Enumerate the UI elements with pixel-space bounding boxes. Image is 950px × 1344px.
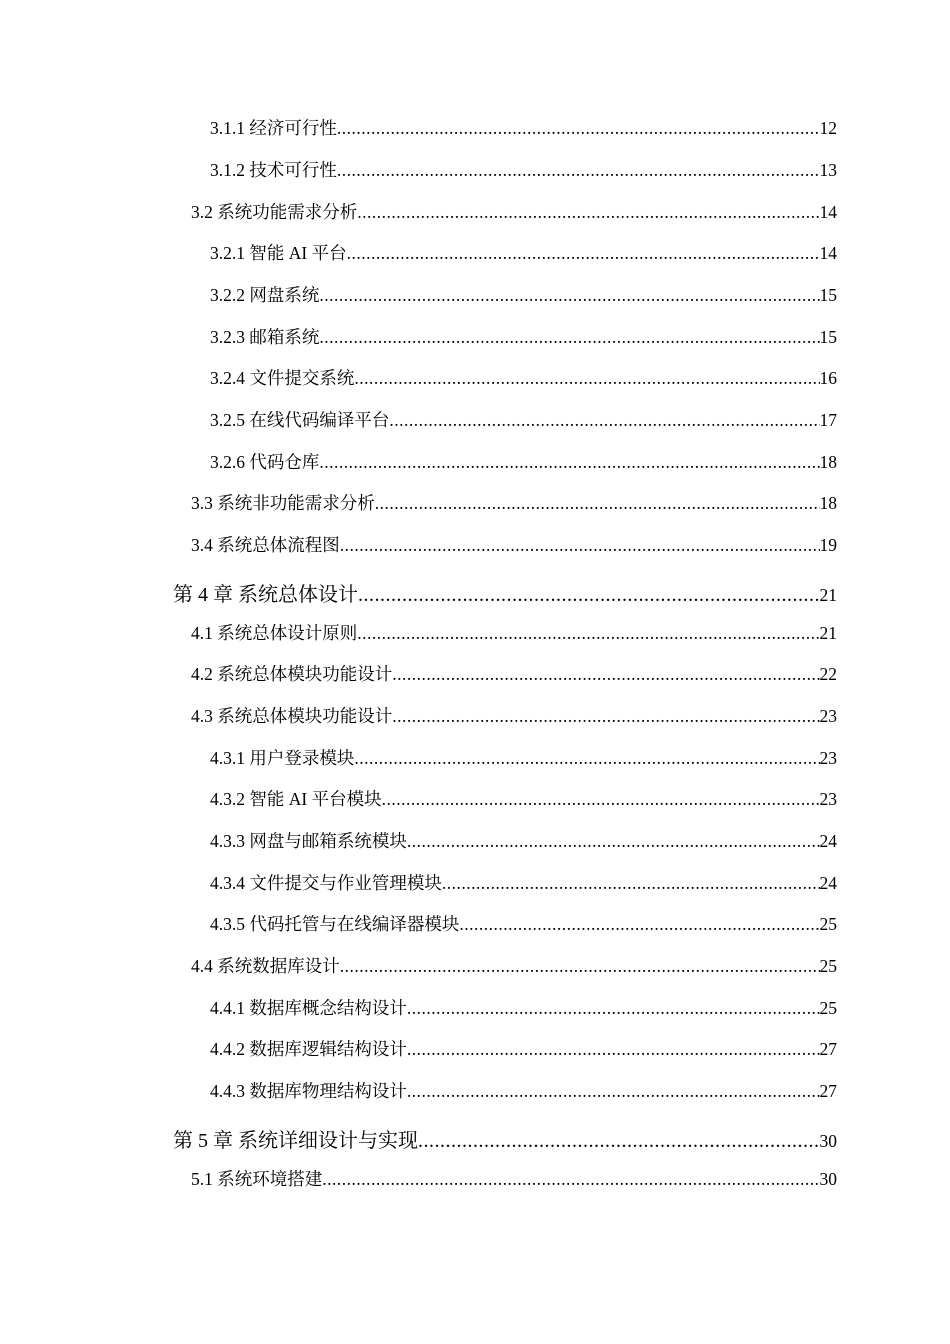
toc-page-number: 14 xyxy=(819,202,837,222)
toc-entry-4-3-2[interactable] xyxy=(210,787,837,811)
toc-entry-title: 3.1.1 经济可行性 xyxy=(210,118,337,138)
toc-entry-4-3-4[interactable] xyxy=(210,871,837,895)
toc-entry-4-4-2[interactable] xyxy=(210,1037,837,1061)
toc-entry-chapter-4[interactable] xyxy=(173,583,837,607)
toc-leader-dots xyxy=(459,912,819,936)
toc-entry-title: 3.1.2 技术可行性 xyxy=(210,160,337,180)
toc-entry-title: 3.2.3 邮箱系统 xyxy=(210,327,320,347)
toc-entry-3-2-5[interactable] xyxy=(210,408,837,432)
toc-entry-title: 3.2.6 代码仓库 xyxy=(210,452,320,472)
toc-entry-title: 4.4.3 数据库物理结构设计 xyxy=(210,1081,407,1101)
toc-leader-dots xyxy=(407,996,820,1020)
toc-page-number: 18 xyxy=(819,493,837,513)
toc-entry-4-4[interactable] xyxy=(191,954,837,978)
toc-entry-title: 4.2 系统总体模块功能设计 xyxy=(191,664,393,684)
toc-entry-4-3-1[interactable] xyxy=(210,746,837,770)
toc-leader-dots xyxy=(337,158,820,182)
toc-leader-dots xyxy=(357,621,819,645)
toc-entry-4-3-3[interactable] xyxy=(210,829,837,853)
toc-entry-3-2-4[interactable] xyxy=(210,366,837,390)
toc-entry-3-3[interactable] xyxy=(191,491,837,515)
toc-page-number: 17 xyxy=(819,410,837,430)
toc-entry-title: 3.2 系统功能需求分析 xyxy=(191,202,358,222)
toc-page-number: 30 xyxy=(819,1131,837,1151)
toc-page-number: 21 xyxy=(819,623,837,643)
toc-entry-3-1-2[interactable] xyxy=(210,158,837,182)
toc-page-number: 14 xyxy=(819,243,837,263)
toc-entry-title: 3.2.5 在线代码编译平台 xyxy=(210,410,390,430)
toc-entry-title: 3.2.1 智能 AI 平台 xyxy=(210,243,347,263)
toc-page-number: 27 xyxy=(819,1081,837,1101)
toc-leader-dots xyxy=(357,200,819,224)
toc-leader-dots xyxy=(389,408,819,432)
toc-page-number: 24 xyxy=(819,831,837,851)
toc-leader-dots xyxy=(340,533,820,557)
toc-leader-dots xyxy=(340,954,820,978)
toc-page-number: 24 xyxy=(819,873,837,893)
toc-entry-title: 第 4 章 系统总体设计 xyxy=(173,584,358,606)
toc-entry-title: 4.3.3 网盘与邮箱系统模块 xyxy=(210,831,407,851)
toc-entry-title: 4.3 系统总体模块功能设计 xyxy=(191,706,393,726)
toc-entry-3-2-6[interactable] xyxy=(210,450,837,474)
toc-leader-dots xyxy=(418,1129,820,1153)
toc-entry-title: 4.4 系统数据库设计 xyxy=(191,956,340,976)
toc-entry-5-1[interactable] xyxy=(191,1167,837,1191)
toc-page-number: 23 xyxy=(819,748,837,768)
toc-page-number: 18 xyxy=(819,452,837,472)
toc-entry-3-1-1[interactable] xyxy=(210,116,837,140)
toc-page-number: 12 xyxy=(819,118,837,138)
toc-entry-4-3-5[interactable] xyxy=(210,912,837,936)
toc-leader-dots xyxy=(347,241,820,265)
toc-entry-title: 3.2.4 文件提交系统 xyxy=(210,368,355,388)
toc-page-number: 21 xyxy=(819,585,837,605)
toc-entry-title: 3.3 系统非功能需求分析 xyxy=(191,493,375,513)
toc-leader-dots xyxy=(382,787,820,811)
toc-entry-4-3[interactable] xyxy=(191,704,837,728)
toc-page-number: 30 xyxy=(819,1169,837,1189)
toc-leader-dots xyxy=(354,366,819,390)
toc-leader-dots xyxy=(319,325,819,349)
toc-entry-title: 4.3.2 智能 AI 平台模块 xyxy=(210,789,382,809)
toc-entry-3-4[interactable] xyxy=(191,533,837,557)
toc-page-number: 25 xyxy=(819,914,837,934)
toc-entry-title: 4.4.1 数据库概念结构设计 xyxy=(210,998,407,1018)
toc-leader-dots xyxy=(392,662,819,686)
toc-leader-dots xyxy=(319,283,819,307)
toc-page-number: 23 xyxy=(819,789,837,809)
toc-page-number: 25 xyxy=(819,956,837,976)
toc-entry-4-4-3[interactable] xyxy=(210,1079,837,1103)
toc-leader-dots xyxy=(392,704,819,728)
toc-leader-dots xyxy=(322,1167,819,1191)
toc-entry-title: 4.3.5 代码托管与在线编译器模块 xyxy=(210,914,460,934)
toc-leader-dots xyxy=(354,746,819,770)
toc-leader-dots xyxy=(442,871,820,895)
toc-leader-dots xyxy=(407,829,820,853)
toc-entry-title: 3.2.2 网盘系统 xyxy=(210,285,320,305)
toc-page-number: 23 xyxy=(819,706,837,726)
toc-leader-dots xyxy=(407,1079,820,1103)
toc-page-number: 15 xyxy=(819,327,837,347)
toc-page-number: 25 xyxy=(819,998,837,1018)
toc-entry-chapter-5[interactable] xyxy=(173,1129,837,1153)
toc-leader-dots xyxy=(375,491,820,515)
toc-leader-dots xyxy=(319,450,819,474)
toc-leader-dots xyxy=(358,583,820,607)
toc-entry-3-2-3[interactable] xyxy=(210,325,837,349)
toc-entry-title: 4.3.1 用户登录模块 xyxy=(210,748,355,768)
toc-leader-dots xyxy=(337,116,820,140)
toc-entry-3-2-1[interactable] xyxy=(210,241,837,265)
toc-entry-title: 5.1 系统环境搭建 xyxy=(191,1169,323,1189)
toc-page-number: 22 xyxy=(819,664,837,684)
toc-entry-title: 4.4.2 数据库逻辑结构设计 xyxy=(210,1039,407,1059)
toc-page-number: 16 xyxy=(819,368,837,388)
toc-page-number: 13 xyxy=(819,160,837,180)
toc-entry-4-4-1[interactable] xyxy=(210,996,837,1020)
toc-entry-4-1[interactable] xyxy=(191,621,837,645)
toc-entry-3-2-2[interactable] xyxy=(210,283,837,307)
toc-entry-4-2[interactable] xyxy=(191,662,837,686)
toc-page-number: 15 xyxy=(819,285,837,305)
toc-entry-title: 3.4 系统总体流程图 xyxy=(191,535,340,555)
toc-page-number: 19 xyxy=(819,535,837,555)
toc-page-number: 27 xyxy=(819,1039,837,1059)
toc-leader-dots xyxy=(407,1037,820,1061)
toc-entry-title: 4.3.4 文件提交与作业管理模块 xyxy=(210,873,442,893)
toc-entry-3-2[interactable] xyxy=(191,200,837,224)
toc-entry-title: 4.1 系统总体设计原则 xyxy=(191,623,358,643)
toc-entry-title: 第 5 章 系统详细设计与实现 xyxy=(173,1130,418,1152)
